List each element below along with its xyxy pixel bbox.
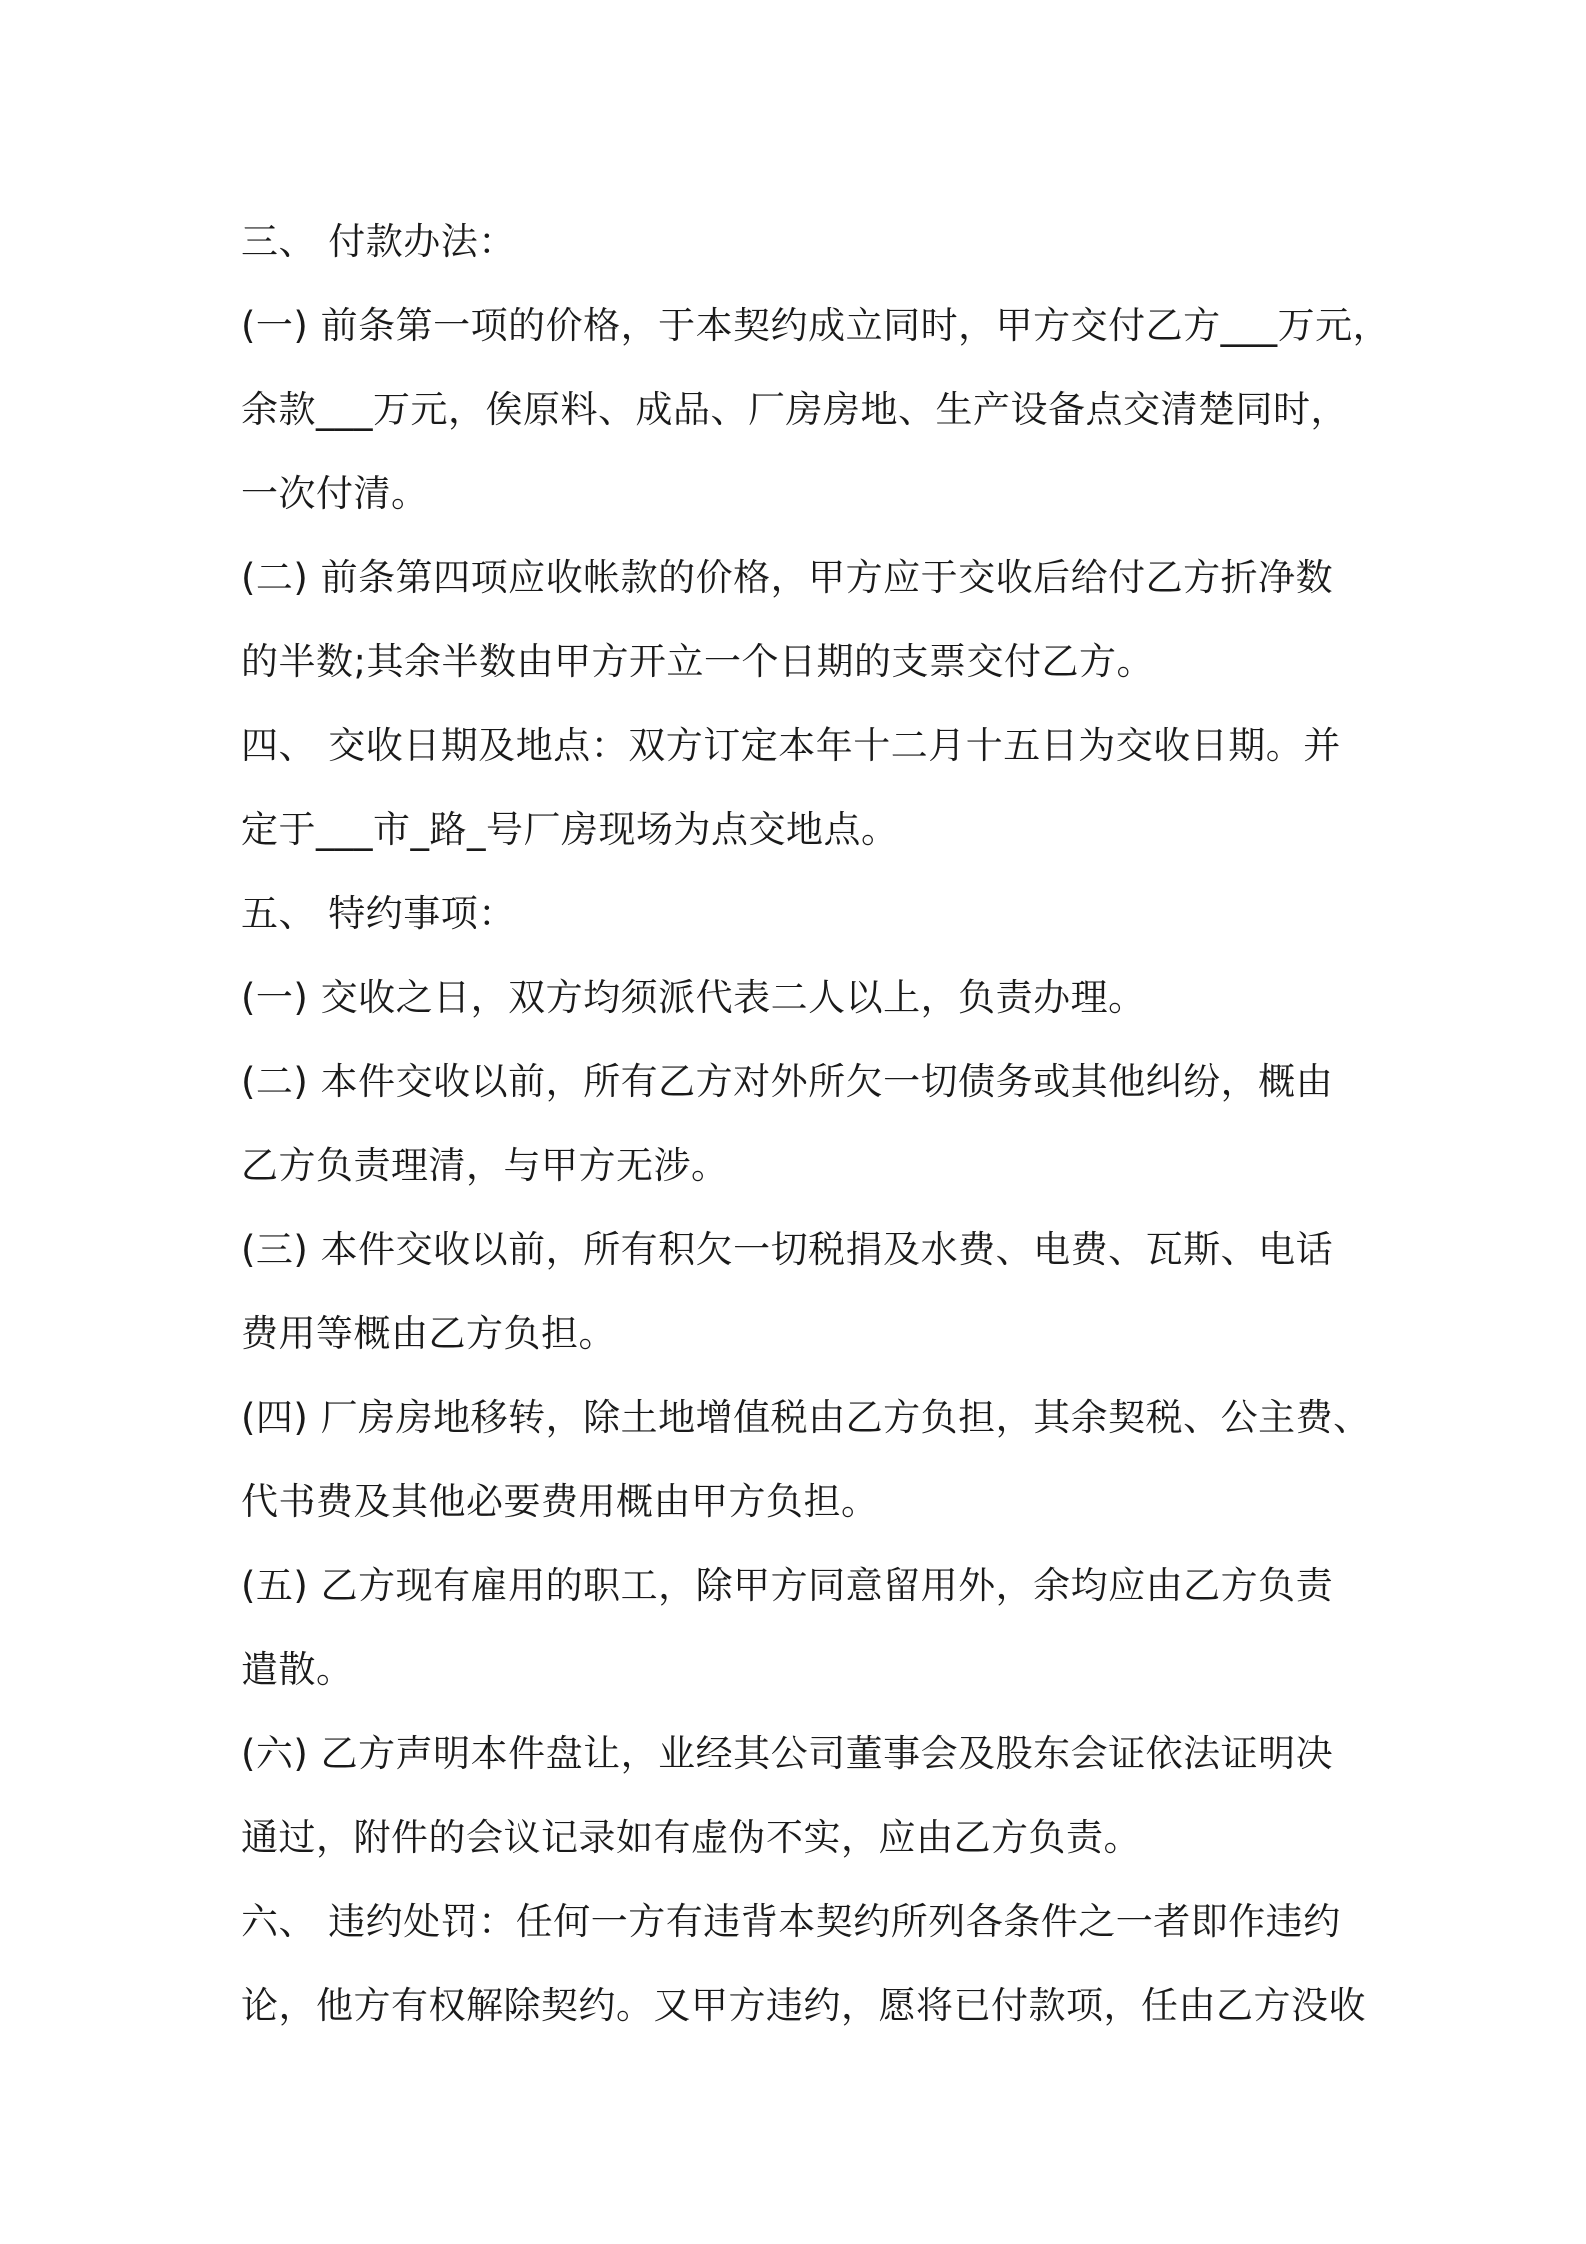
- paragraph-line: 一次付清。: [241, 472, 429, 515]
- paragraph-line: 通过，附件的会议记录如有虚伪不实，应由乙方负责。: [241, 1816, 1141, 1859]
- paragraph-line: 余款___万元，俟原料、成品、厂房房地、生产设备点交清楚同时，: [241, 388, 1348, 431]
- paragraph-line: 论，他方有权解除契约。又甲方违约，愿将已付款项，任由乙方没收: [241, 1984, 1366, 2027]
- paragraph-line: (三) 本件交收以前，所有积欠一切税捐及水费、电费、瓦斯、电话: [241, 1228, 1334, 1271]
- section-heading-special-terms: 五、 特约事项：: [241, 892, 516, 935]
- paragraph-line: (二) 前条第四项应收帐款的价格，甲方应于交收后给付乙方折净数: [241, 556, 1334, 599]
- paragraph-line: (五) 乙方现有雇用的职工，除甲方同意留用外，余均应由乙方负责: [241, 1564, 1334, 1607]
- paragraph-line: (六) 乙方声明本件盘让，业经其公司董事会及股东会证依法证明决: [241, 1732, 1334, 1775]
- paragraph-line: 乙方负责理清，与甲方无涉。: [241, 1144, 729, 1187]
- paragraph-line: (一) 前条第一项的价格，于本契约成立同时，甲方交付乙方___万元，: [241, 304, 1391, 347]
- paragraph-line: 遣散。: [241, 1648, 354, 1691]
- paragraph-line: (一) 交收之日，双方均须派代表二人以上，负责办理。: [241, 976, 1146, 1019]
- paragraph-line: 代书费及其他必要费用概由甲方负担。: [241, 1480, 879, 1523]
- paragraph-line: (四) 厂房房地移转，除土地增值税由乙方负担，其余契税、公主费、: [241, 1396, 1371, 1439]
- document-body: [241, 200, 1391, 2048]
- paragraph-line: 费用等概由乙方负担。: [241, 1312, 616, 1355]
- section-heading-payment: 三、 付款办法：: [241, 220, 516, 263]
- paragraph-line: 的半数;其余半数由甲方开立一个日期的支票交付乙方。: [241, 640, 1154, 683]
- section-heading-delivery: 四、 交收日期及地点：双方订定本年十二月十五日为交收日期。并: [241, 724, 1341, 767]
- paragraph-line: (二) 本件交收以前，所有乙方对外所欠一切债务或其他纠纷，概由: [241, 1060, 1334, 1103]
- paragraph-line: 定于___市_路_号厂房现场为点交地点。: [241, 808, 899, 851]
- section-heading-breach: 六、 违约处罚：任何一方有违背本契约所列各条件之一者即作违约: [241, 1900, 1341, 1943]
